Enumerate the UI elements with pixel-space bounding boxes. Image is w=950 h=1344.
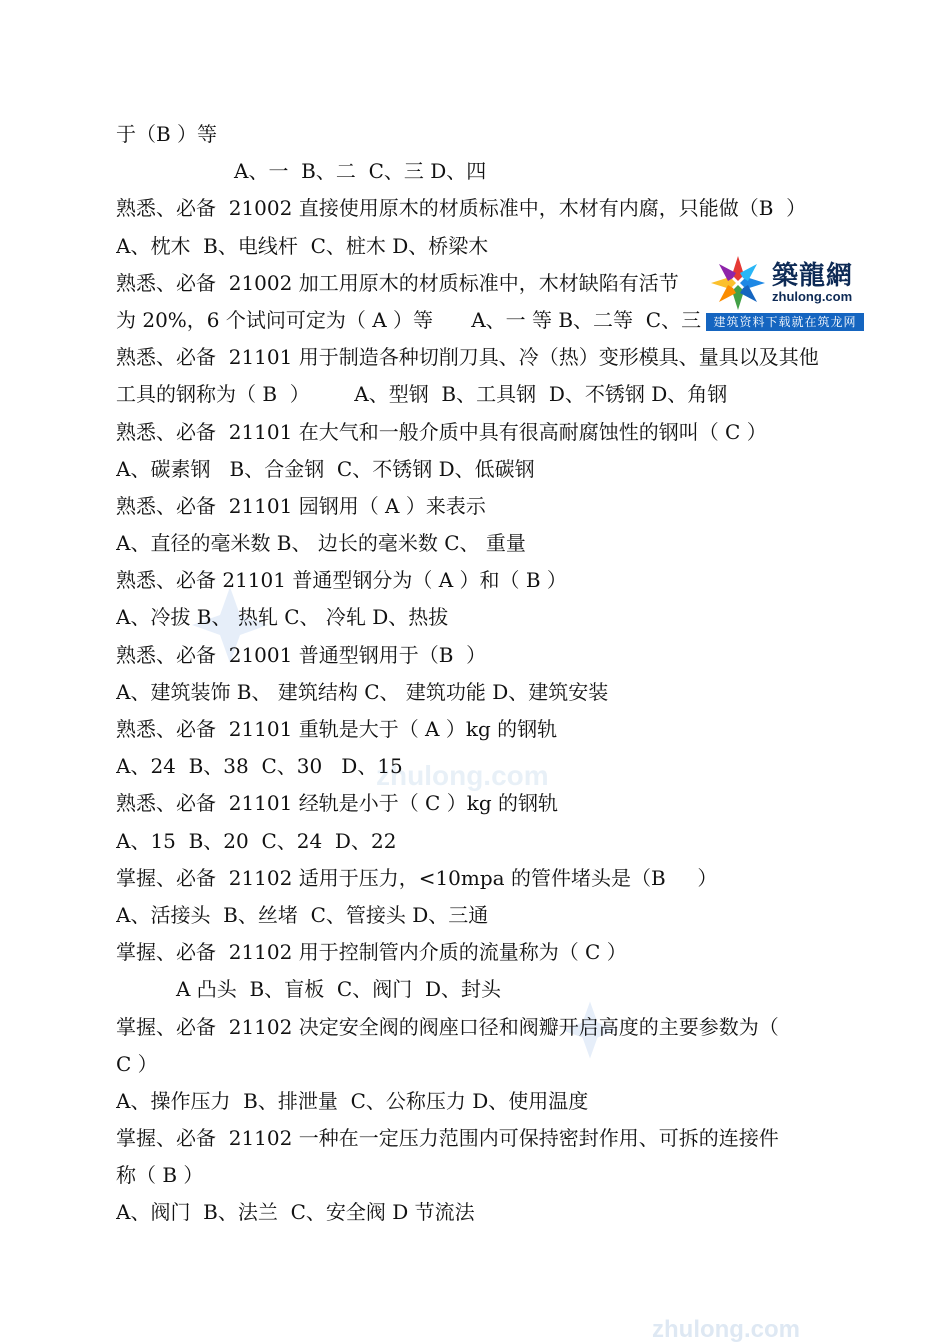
- text-line: A 凸头 B、盲板 C、阀门 D、封头: [176, 977, 501, 1002]
- text-line: 熟悉、必备 21101 在大气和一般介质中具有很高耐腐蚀性的钢叫（ C ）: [116, 419, 767, 444]
- zhulong-logo-icon: [710, 255, 766, 311]
- text-line: 熟悉、必备 21001 普通型钢用于（B ）: [116, 642, 487, 667]
- logo-slogan: 建筑资料下载就在筑龙网: [706, 313, 864, 331]
- text-line: 熟悉、必备 21002 加工用原木的材质标准中，木材缺陷有活节: [116, 270, 679, 295]
- text-line: A、建筑装饰 B、 建筑结构 C、 建筑功能 D、建筑安装: [116, 679, 609, 704]
- logo-name: 築龍網: [772, 261, 854, 291]
- text-line: A、直径的毫米数 B、 边长的毫米数 C、 重量: [116, 531, 526, 556]
- text-line: 掌握、必备 21102 决定安全阀的阀座口径和阀瓣开启高度的主要参数为（: [116, 1014, 779, 1039]
- text-line: A、枕木 B、电线杆 C、桩木 D、桥梁木: [116, 233, 489, 258]
- logo-domain: zhulong.com: [772, 289, 853, 304]
- text-line: A、活接头 B、丝堵 C、管接头 D、三通: [116, 902, 489, 927]
- text-line: 于（B ）等: [116, 122, 218, 146]
- text-line: 熟悉、必备 21101 重轨是大于（ A ）kg 的钢轨: [116, 717, 558, 741]
- text-line: 熟悉、必备 21101 用于制造各种切削刀具、冷（热）变形模具、量具以及其他: [116, 345, 819, 370]
- text-line: C ）: [116, 1051, 158, 1076]
- text-line: A、24 B、38 C、30 D、15: [116, 754, 403, 779]
- text-line: 掌握、必备 21102 一种在一定压力范围内可保持密封作用、可拆的连接件: [116, 1126, 779, 1151]
- text-line: A、操作压力 B、排泄量 C、公称压力 D、使用温度: [116, 1088, 589, 1113]
- watermark-center: zhulong.com: [376, 760, 549, 791]
- zhulong-logo: [706, 251, 864, 331]
- text-line: 熟悉、必备 21002 直接使用原木的材质标准中，木材有内腐，只能做（B ）: [116, 196, 807, 221]
- text-line: 称（ B ）: [116, 1163, 204, 1188]
- text-line: 掌握、必备 21102 用于控制管内介质的流量称为（ C ）: [116, 940, 627, 965]
- text-line: 熟悉、必备 21101 经轨是小于（ C ）kg 的钢轨: [116, 791, 558, 816]
- text-line: A、冷拔 B、 热轧 C、 冷轧 D、热拔: [116, 605, 449, 630]
- text-line: 工具的钢称为（ B ） A、型钢 B、工具钢 D、不锈钢 D、角钢: [116, 382, 728, 407]
- text-line: A、阀门 B、法兰 C、安全阀 D 节流法: [116, 1200, 475, 1225]
- text-line: 熟悉、必备 21101 园钢用（ A ）来表示: [116, 493, 486, 518]
- text-line: A、一 B、二 C、三 D、四: [234, 159, 487, 184]
- text-line: A、碳素钢 B、合金钢 C、不锈钢 D、低碳钢: [116, 456, 535, 481]
- text-line: A、15 B、20 C、24 D、22: [116, 828, 397, 853]
- text-line: 熟悉、必备 21101 普通型钢分为（ A ）和（ B ）: [116, 568, 567, 593]
- footer-watermark: zhulong.com: [652, 1316, 800, 1343]
- text-line: 掌握、必备 21102 适用于压力，<10mpa 的管件堵头是（B ）: [116, 865, 718, 890]
- text-line: 为 20%，6 个试问可定为（ A ）等 A、一 等 B、二等 C、三: [116, 307, 702, 332]
